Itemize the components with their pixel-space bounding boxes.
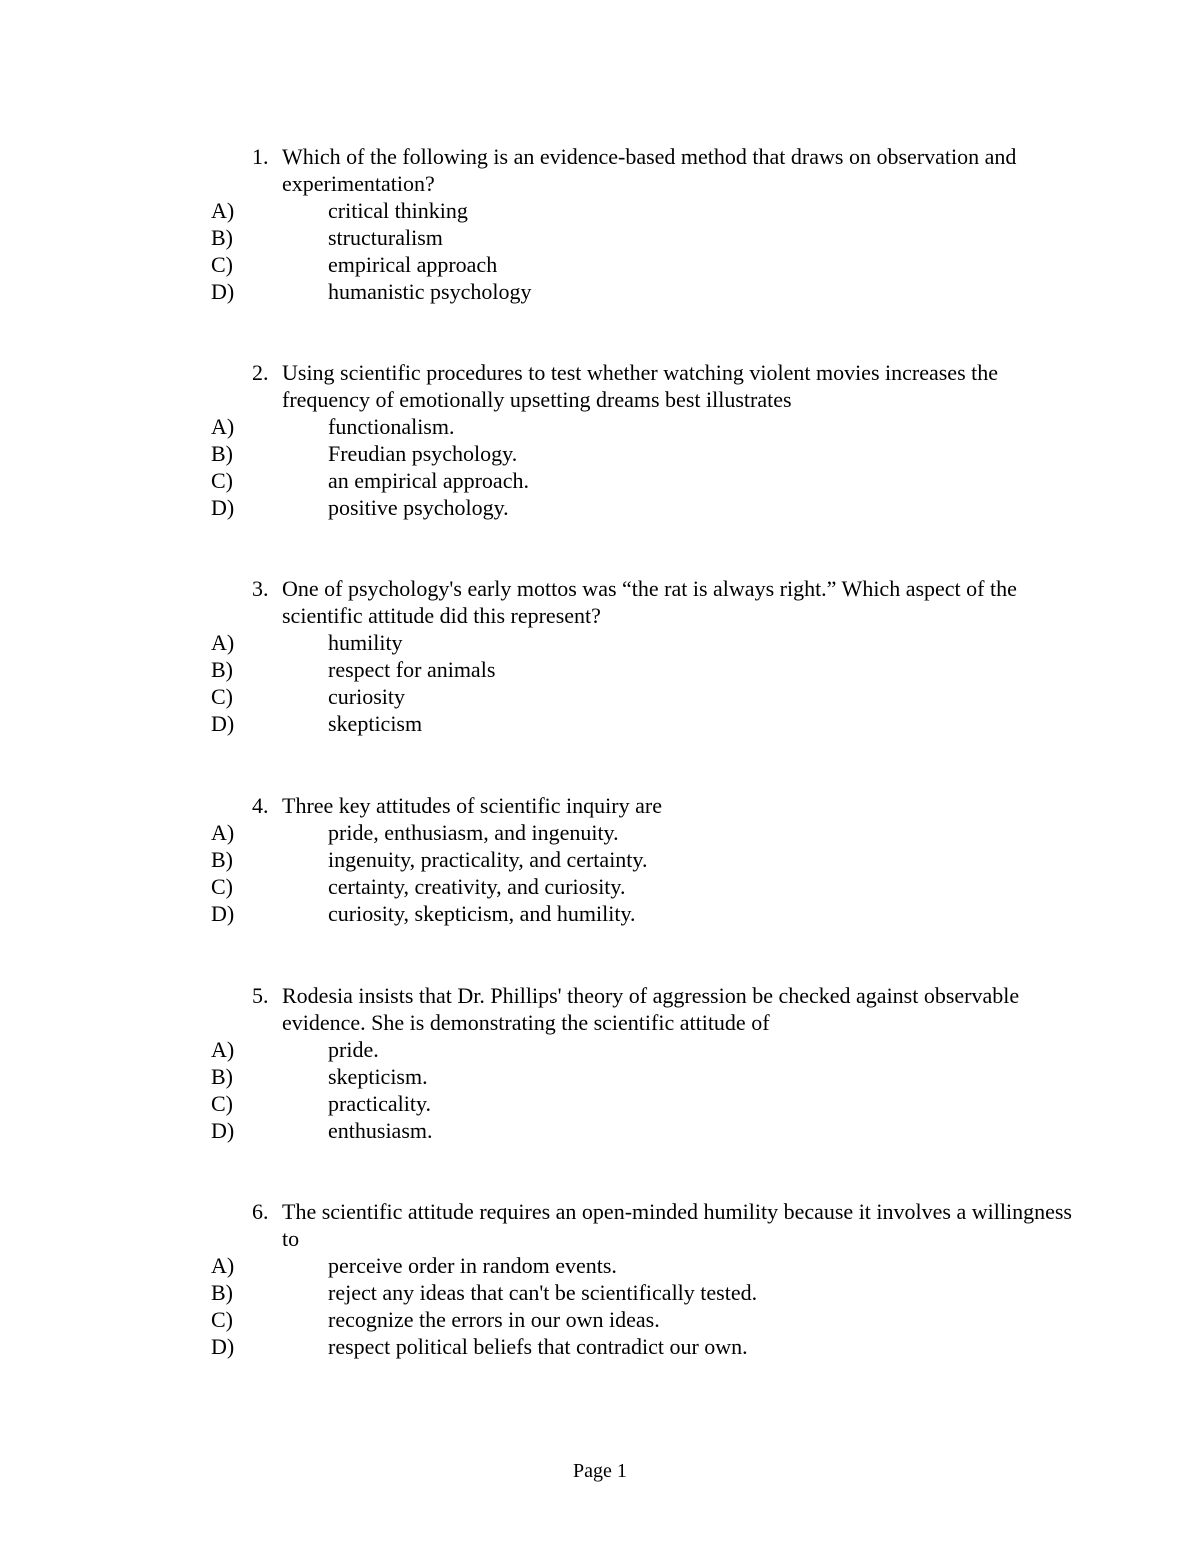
option-text: Freudian psychology. (328, 441, 518, 466)
option-letter: C) (211, 1091, 233, 1116)
question-text: Rodesia insists that Dr. Phillips' theory of aggression be checked against observable evidence. She is demonstrating the scientific attitude of (282, 983, 1020, 1035)
option-letter: C) (211, 684, 233, 709)
option-d (0, 494, 1200, 521)
option-letter: A) (211, 198, 235, 223)
option-text: perceive order in random events. (328, 1253, 617, 1278)
option-letter: D) (211, 495, 235, 520)
option-a (0, 1036, 1200, 1063)
question-text: Using scientific procedures to test whether watching violent movies increases the frequency of emotionally upsetting dreams best illustrates (282, 360, 999, 412)
question-number: 6. (252, 1199, 269, 1224)
option-text: an empirical approach. (328, 468, 529, 493)
option-letter: C) (211, 874, 233, 899)
question-text: Which of the following is an evidence-based method that draws on observation and experimentation? (282, 144, 1017, 196)
option-b (0, 1063, 1200, 1090)
option-letter: A) (211, 630, 235, 655)
option-letter: D) (211, 901, 235, 926)
option-c (0, 683, 1200, 710)
question-stem (0, 143, 1200, 197)
option-a (0, 413, 1200, 440)
option-text: skepticism. (328, 1064, 428, 1089)
option-a (0, 197, 1200, 224)
option-text: curiosity (328, 684, 405, 709)
question-number: 2. (252, 360, 269, 385)
question-3 (0, 575, 1200, 737)
option-text: functionalism. (328, 414, 455, 439)
page-number: Page 1 (573, 1460, 627, 1482)
option-text: recognize the errors in our own ideas. (328, 1307, 660, 1332)
option-a (0, 629, 1200, 656)
option-d (0, 1333, 1200, 1360)
option-letter: C) (211, 1307, 233, 1332)
option-letter: D) (211, 1334, 235, 1359)
option-letter: B) (211, 847, 233, 872)
option-d (0, 1117, 1200, 1144)
option-c (0, 467, 1200, 494)
option-d (0, 900, 1200, 927)
option-text: reject any ideas that can't be scientifically tested. (328, 1280, 758, 1305)
option-text: pride. (328, 1037, 379, 1062)
option-b (0, 224, 1200, 251)
option-d (0, 710, 1200, 737)
option-letter: A) (211, 414, 235, 439)
option-text: practicality. (328, 1091, 432, 1116)
option-letter: B) (211, 1280, 233, 1305)
question-2 (0, 359, 1200, 521)
option-letter: C) (211, 468, 233, 493)
option-c (0, 1090, 1200, 1117)
option-a (0, 819, 1200, 846)
option-text: positive psychology. (328, 495, 509, 520)
option-letter: B) (211, 1064, 233, 1089)
option-text: humility (328, 630, 403, 655)
option-b (0, 1279, 1200, 1306)
option-letter: C) (211, 252, 233, 277)
option-a (0, 1252, 1200, 1279)
question-stem (0, 359, 1200, 413)
question-stem (0, 1198, 1200, 1252)
option-text: respect for animals (328, 657, 496, 682)
option-text: critical thinking (328, 198, 468, 223)
option-letter: D) (211, 711, 235, 736)
question-stem (0, 575, 1200, 629)
option-letter: A) (211, 1253, 235, 1278)
option-text: skepticism (328, 711, 423, 736)
option-letter: B) (211, 225, 233, 250)
option-text: curiosity, skepticism, and humility. (328, 901, 636, 926)
question-text: One of psychology's early mottos was “the rat is always right.” Which aspect of the scientific attitude did this represent? (282, 576, 1017, 628)
option-letter: D) (211, 1118, 235, 1143)
question-number: 1. (252, 144, 269, 169)
option-c (0, 1306, 1200, 1333)
page-footer (0, 1458, 1200, 1484)
option-c (0, 873, 1200, 900)
option-letter: B) (211, 657, 233, 682)
option-text: respect political beliefs that contradict our own. (328, 1334, 748, 1359)
question-1 (0, 143, 1200, 305)
question-text: Three key attitudes of scientific inquiry are (282, 793, 662, 818)
option-text: structuralism (328, 225, 443, 250)
option-text: humanistic psychology (328, 279, 532, 304)
option-b (0, 656, 1200, 683)
question-number: 3. (252, 576, 269, 601)
option-b (0, 440, 1200, 467)
option-letter: B) (211, 441, 233, 466)
option-text: empirical approach (328, 252, 498, 277)
option-b (0, 846, 1200, 873)
question-4 (0, 792, 1200, 927)
option-letter: A) (211, 1037, 235, 1062)
option-c (0, 251, 1200, 278)
question-number: 5. (252, 983, 269, 1008)
question-text: The scientific attitude requires an open-minded humility because it involves a willingness to (282, 1199, 1072, 1251)
question-5 (0, 982, 1200, 1144)
option-letter: A) (211, 820, 235, 845)
question-stem (0, 792, 1200, 819)
question-stem (0, 982, 1200, 1036)
question-number: 4. (252, 793, 269, 818)
option-text: certainty, creativity, and curiosity. (328, 874, 626, 899)
option-text: enthusiasm. (328, 1118, 433, 1143)
question-6 (0, 1198, 1200, 1360)
option-text: pride, enthusiasm, and ingenuity. (328, 820, 619, 845)
option-d (0, 278, 1200, 305)
option-letter: D) (211, 279, 235, 304)
option-text: ingenuity, practicality, and certainty. (328, 847, 648, 872)
